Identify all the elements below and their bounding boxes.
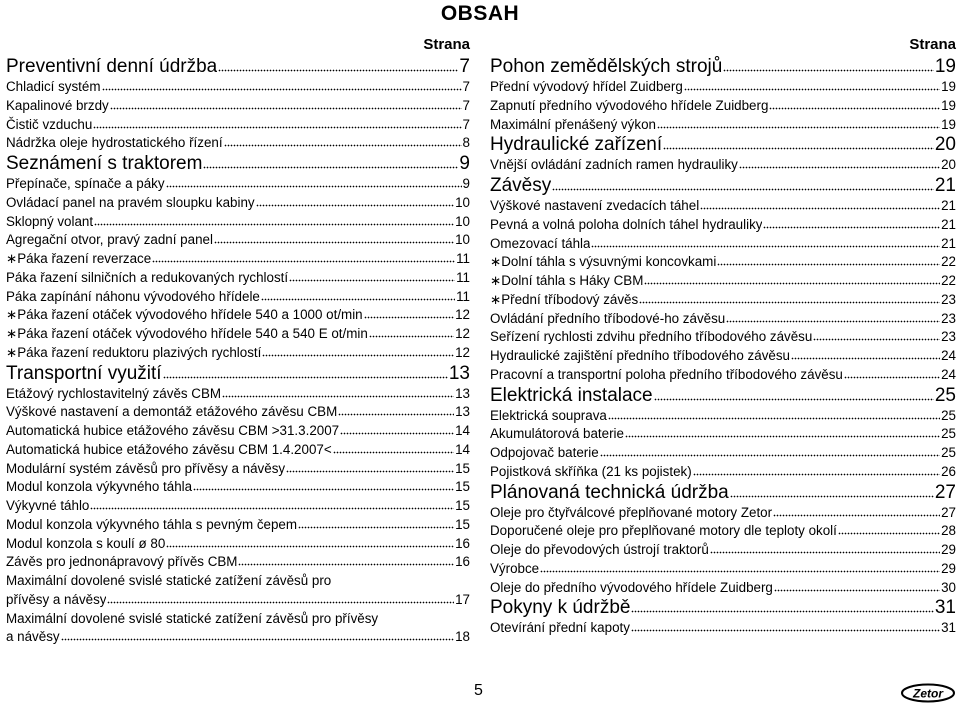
toc-entry-text: a návěsy: [6, 629, 60, 645]
toc-entry[interactable]: [6, 460, 470, 479]
dot-leader: [166, 185, 462, 188]
dot-leader: [61, 638, 454, 641]
toc-entry-text: Výškové nastavení a demontáž etážového závěsu CBM: [6, 404, 338, 420]
toc-page-number: 19: [941, 97, 956, 113]
toc-page-number: 19: [941, 116, 956, 132]
toc-page-number: 20: [934, 134, 956, 156]
toc-page-number: 29: [941, 542, 956, 557]
toc-entry-text: Zapnutí předního vývodového hřídele Zuidberg: [490, 97, 769, 113]
toc-page-number: 7: [459, 56, 470, 77]
toc-page-number: 9: [459, 153, 470, 174]
toc-page-number: 16: [455, 554, 470, 570]
toc-entry[interactable]: [6, 231, 470, 250]
toc-entry-text: Hydraulické zařízení: [490, 134, 663, 156]
dot-leader: [289, 279, 455, 282]
toc-page-number: 31: [934, 597, 956, 619]
toc-entry-text: Pojistková skříňka (21 ks pojistek): [490, 463, 692, 479]
toc-entry-text: Pohon zemědělských strojů: [490, 56, 723, 77]
toc-entry[interactable]: [490, 347, 956, 366]
toc-page-number: 25: [934, 384, 956, 406]
toc-entry-text: Páka řazení silničních a redukovaných rychlostí: [6, 269, 289, 285]
toc-page-number: 7: [462, 79, 470, 94]
toc-page-number: 21: [941, 198, 956, 213]
toc-entry[interactable]: [490, 407, 956, 426]
toc-page-number: 15: [455, 479, 470, 495]
toc-entry-text: Výškové nastavení zvedacích táhel: [490, 198, 700, 213]
toc-entry[interactable]: [490, 272, 956, 291]
toc-entry[interactable]: [6, 116, 470, 135]
toc-page-number: 14: [455, 423, 470, 438]
toc-page-number: 12: [455, 326, 470, 341]
dot-leader: [94, 223, 454, 226]
toc-page-number: 29: [941, 560, 956, 576]
toc-entry[interactable]: [6, 385, 470, 404]
toc-entry-text: Oleje do převodových ústrojí traktorů: [490, 542, 709, 557]
toc-entry-text: Preventivní denní údržba: [6, 56, 218, 77]
toc-entry-text: Elektrická instalace: [490, 384, 653, 406]
toc-entry-text: Ovládání předního tříbodové-ho závěsu: [490, 310, 726, 326]
dot-leader: [163, 376, 448, 379]
toc-entry-text: Pokyny k údržbě: [490, 597, 631, 619]
dot-leader: [238, 563, 454, 566]
toc-page-number: 12: [455, 307, 470, 323]
toc-entry[interactable]: [490, 328, 956, 347]
page-number: 5: [474, 682, 483, 699]
dot-leader: [203, 166, 458, 169]
dot-leader: [298, 526, 454, 529]
toc-entry-text: Seznámení s traktorem: [6, 153, 203, 174]
toc-entry[interactable]: [490, 522, 956, 541]
toc-entry-text: Modul konzola s koulí ø 80: [6, 535, 166, 551]
dot-leader: [654, 398, 934, 401]
toc-entry-text: Otevírání přední kapoty: [490, 620, 630, 636]
toc-entry[interactable]: [6, 269, 470, 288]
toc-entry-text: Akumulátorová baterie: [490, 426, 624, 442]
toc-page-number: 22: [941, 254, 956, 270]
toc-section-heading[interactable]: [6, 56, 470, 78]
dot-leader: [261, 298, 455, 301]
toc-page-number: 13: [455, 404, 470, 420]
toc-entry-text: ∗Přední tříbodový závěs: [490, 291, 639, 307]
dot-leader: [723, 69, 934, 72]
toc-page-number: 15: [455, 516, 470, 532]
toc-entry[interactable]: [490, 235, 956, 254]
dot-leader: [224, 144, 462, 147]
toc-entry-text: Pevná a volná poloha dolních táhel hydrauliky: [490, 216, 763, 232]
toc-page-number: 22: [941, 273, 956, 288]
dot-leader: [625, 435, 940, 438]
zetor-logo: [900, 683, 956, 703]
dot-leader: [540, 570, 940, 573]
zetor-logo-text: Zetor: [913, 686, 943, 701]
toc-section-heading[interactable]: [490, 482, 956, 504]
toc-entry[interactable]: [490, 366, 956, 385]
dot-leader: [110, 107, 462, 110]
toc-entry-text: ∗Dolní táhla s výsuvnými koncovkami: [490, 254, 717, 270]
toc-page-number: 7: [462, 97, 470, 113]
toc-page-number: 23: [941, 310, 956, 326]
toc-page-number: 24: [941, 348, 956, 363]
toc-entry-text: přívěsy a návěsy: [6, 591, 107, 607]
toc-section-heading[interactable]: [490, 56, 956, 78]
toc-page-number: 14: [455, 441, 470, 457]
toc-section-heading[interactable]: [6, 153, 470, 175]
toc-entry-text: Doporučené oleje pro přeplňované motory dle teploty okolí: [490, 523, 837, 539]
toc-entry-text: Maximální dovolené svislé statické zatížení závěsů pro: [6, 573, 332, 588]
toc-page-number: 21: [941, 235, 956, 251]
toc-entry-text: ∗Páka řazení reverzace: [6, 251, 152, 266]
toc-entry[interactable]: [490, 444, 956, 463]
toc-entry-text: Maximální přenášený výkon: [490, 116, 656, 132]
toc-section-heading[interactable]: [490, 175, 956, 197]
dot-leader: [340, 432, 454, 435]
toc-page-number: 15: [455, 498, 470, 513]
dot-leader: [791, 357, 940, 360]
dot-leader: [684, 88, 940, 91]
toc-section-heading[interactable]: [6, 363, 470, 385]
toc-entry[interactable]: [490, 541, 956, 560]
toc-entry[interactable]: [6, 422, 470, 441]
toc-entry[interactable]: [6, 516, 470, 535]
toc-entry[interactable]: [490, 619, 956, 638]
toc-entry[interactable]: [490, 78, 956, 97]
toc-right-column: [490, 36, 956, 638]
toc-entry-text: Pracovní a transportní poloha předního tříbodového závěsu: [490, 366, 843, 382]
toc-page-number: 20: [941, 157, 956, 173]
toc-entry-text: Maximální dovolené svislé statické zatížení závěsů pro přívěsy: [6, 610, 379, 626]
toc-page-number: 26: [941, 463, 956, 479]
toc-page-number: 28: [941, 523, 956, 539]
dot-leader: [700, 207, 940, 210]
toc-page-number: 23: [941, 329, 956, 345]
toc-entry-line: [6, 591, 470, 610]
toc-entry-text: Ovládací panel na pravém sloupku kabiny: [6, 194, 255, 210]
toc-entry[interactable]: [6, 344, 470, 363]
dot-leader: [631, 629, 940, 632]
toc-entry-text: Výkyvné táhlo: [6, 498, 90, 513]
toc-page-number: 10: [455, 194, 470, 210]
toc-entry[interactable]: [6, 572, 470, 610]
page-column-header: Strana: [909, 36, 956, 53]
toc-page-number: 27: [934, 481, 956, 503]
toc-entry-text: Sklopný volant: [6, 213, 94, 229]
dot-leader: [710, 551, 940, 554]
toc-page-number: 12: [455, 344, 470, 360]
dot-leader: [600, 454, 940, 457]
toc-page-number: 21: [941, 216, 956, 232]
toc-page-number: 11: [456, 269, 470, 285]
toc-entry[interactable]: [6, 325, 470, 344]
page-column-header: Strana: [423, 36, 470, 53]
toc-entry[interactable]: [6, 194, 470, 213]
toc-entry[interactable]: [490, 253, 956, 272]
toc-entry[interactable]: [6, 535, 470, 554]
toc-page-number: 10: [455, 213, 470, 229]
dot-leader: [338, 413, 454, 416]
dot-leader: [166, 545, 454, 548]
toc-entry-text: Seřízení rychlosti zdvihu předního tříbodového závěsu: [490, 329, 813, 345]
toc-entry[interactable]: [490, 425, 956, 444]
toc-page-number: 25: [941, 445, 956, 460]
toc-entry-text: Odpojovač baterie: [490, 445, 599, 460]
toc-entry-text: Elektrická souprava: [490, 407, 607, 423]
toc-page-number: 24: [941, 366, 956, 382]
toc-entry-text: Výrobce: [490, 560, 540, 576]
toc-page-number: 19: [941, 79, 956, 94]
toc-entry[interactable]: [6, 175, 470, 194]
toc-entry-text: Modul konzola výkyvného táhla: [6, 479, 193, 495]
toc-entry-text: ∗Páka řazení otáček vývodového hřídele 540 a 540 E ot/min: [6, 326, 368, 341]
toc-page-number: 17: [455, 591, 470, 607]
toc-entry[interactable]: [490, 504, 956, 523]
toc-page-number: 8: [462, 135, 470, 151]
toc-entry-text: ∗Páka řazení otáček vývodového hřídele 540 a 1000 ot/min: [6, 307, 363, 323]
dot-leader: [152, 260, 455, 263]
toc-entry[interactable]: [6, 78, 470, 97]
toc-entry[interactable]: [490, 116, 956, 135]
dot-leader: [639, 301, 940, 304]
toc-entry-text: Modul konzola výkyvného táhla s pevným čepem: [6, 516, 298, 532]
toc-entry[interactable]: [490, 197, 956, 216]
toc-page-number: 25: [941, 407, 956, 423]
dot-leader: [256, 204, 454, 207]
toc-entry-text: Čistič vzduchu: [6, 116, 93, 132]
dot-leader: [693, 473, 940, 476]
toc-page-number: 16: [455, 535, 470, 551]
toc-list: [490, 56, 956, 638]
toc-page-number: 25: [941, 426, 956, 442]
toc-entry-text: Přední vývodový hřídel Zuidberg: [490, 79, 683, 94]
dot-leader: [214, 241, 454, 244]
toc-entry-text: Etážový rychlostavitelný závěs CBM: [6, 385, 222, 401]
toc-entry[interactable]: [6, 403, 470, 422]
toc-section-heading[interactable]: [490, 134, 956, 156]
toc-entry[interactable]: [6, 288, 470, 307]
dot-leader: [286, 470, 454, 473]
dot-leader: [218, 69, 458, 72]
dot-leader: [364, 316, 454, 319]
toc-page-number: 7: [462, 116, 470, 132]
toc-entry[interactable]: [6, 213, 470, 232]
dot-leader: [763, 226, 940, 229]
toc-entry-text: Nádržka oleje hydrostatického řízení: [6, 135, 223, 151]
toc-entry-text: ∗Páka řazení reduktoru plazivých rychlostí: [6, 344, 262, 360]
dot-leader: [644, 282, 940, 285]
toc-page-number: 10: [455, 232, 470, 248]
dot-leader: [107, 601, 454, 604]
toc-entry[interactable]: [490, 310, 956, 329]
toc-entry[interactable]: [490, 97, 956, 116]
toc-entry-text: Modulární systém závěsů pro přívěsy a návěsy: [6, 460, 286, 476]
dot-leader: [591, 245, 940, 248]
toc-entry[interactable]: [6, 134, 470, 153]
dot-leader: [726, 320, 940, 323]
toc-entry-line: [6, 628, 470, 647]
toc-page-number: 21: [934, 175, 956, 196]
dot-leader: [93, 126, 461, 129]
toc-entry[interactable]: [490, 156, 956, 175]
dot-leader: [717, 263, 940, 266]
toc-section-heading[interactable]: [490, 385, 956, 407]
dot-leader: [102, 88, 462, 91]
toc-entry[interactable]: [6, 610, 470, 648]
toc-entry-text: Vnější ovládání zadních ramen hydrauliky: [490, 157, 738, 173]
dot-leader: [813, 338, 940, 341]
dot-leader: [739, 166, 940, 169]
toc-page-number: 30: [941, 579, 956, 595]
toc-page-number: 9: [462, 176, 470, 191]
toc-entry-text: Závěs pro jednonápravový přívěs CBM: [6, 554, 238, 570]
toc-entry[interactable]: [6, 441, 470, 460]
toc-entry-text: Oleje do předního vývodového hřídele Zuidberg: [490, 579, 773, 595]
toc-entry-text: Automatická hubice etážového závěsu CBM 1.4.2007<: [6, 441, 332, 457]
dot-leader: [844, 376, 940, 379]
toc-page-number: 27: [941, 504, 956, 520]
dot-leader: [631, 610, 933, 613]
dot-leader: [222, 395, 454, 398]
toc-page-number: 19: [934, 56, 956, 77]
toc-page-number: 11: [456, 288, 470, 304]
dot-leader: [657, 126, 940, 129]
dot-leader: [774, 589, 940, 592]
dot-leader: [773, 514, 940, 517]
toc-entry-text: ∗Dolní táhla s Háky CBM: [490, 273, 644, 288]
toc-entry-text: Omezovací táhla: [490, 235, 591, 251]
toc-entry-text: Transportní využití: [6, 362, 162, 384]
toc-entry[interactable]: [6, 497, 470, 516]
dot-leader: [838, 532, 940, 535]
dot-leader: [333, 451, 454, 454]
toc-entry-text: Závěsy: [490, 175, 552, 196]
toc-entry[interactable]: [6, 478, 470, 497]
toc-entry-text: Kapalinové brzdy: [6, 97, 109, 113]
toc-entry[interactable]: [490, 579, 956, 598]
toc-entry[interactable]: [490, 463, 956, 482]
dot-leader: [193, 488, 454, 491]
toc-entry-text: Přepínače, spínače a páky: [6, 176, 165, 191]
dot-leader: [608, 417, 940, 420]
toc-entry-text: Oleje pro čtyřválcové přeplňované motory Zetor: [490, 504, 773, 520]
toc-entry-text: Chladicí systém: [6, 79, 101, 94]
toc-entry[interactable]: [6, 97, 470, 116]
toc-entry[interactable]: [6, 250, 470, 269]
toc-entry[interactable]: [490, 216, 956, 235]
toc-left-column: [6, 36, 470, 647]
dot-leader: [552, 188, 934, 191]
dot-leader: [769, 107, 940, 110]
toc-entry[interactable]: [6, 306, 470, 325]
dot-leader: [90, 507, 454, 510]
dot-leader: [262, 354, 454, 357]
toc-list: [6, 56, 470, 647]
page-title: OBSAH: [440, 2, 520, 25]
toc-page-number: 31: [941, 620, 956, 636]
toc-entry-text: Páka zapínání náhonu vývodového hřídele: [6, 288, 260, 304]
dot-leader: [663, 147, 934, 150]
toc-entry[interactable]: [490, 560, 956, 579]
toc-page-number: 13: [455, 385, 470, 401]
toc-entry-text: Hydraulické zajištění předního tříbodového závěsu: [490, 348, 790, 363]
toc-entry-text: Agregační otvor, pravý zadní panel: [6, 232, 213, 248]
toc-entry-text: Plánovaná technická údržba: [490, 481, 729, 503]
toc-entry-text: Automatická hubice etážového závěsu CBM >31.3.2007: [6, 423, 340, 438]
toc-page-number: 11: [456, 251, 470, 266]
dot-leader: [730, 495, 934, 498]
toc-section-heading[interactable]: [490, 597, 956, 619]
toc-entry[interactable]: [490, 291, 956, 310]
toc-page-number: 18: [455, 629, 470, 645]
toc-page-number: 23: [941, 291, 956, 307]
toc-page-number: 13: [448, 362, 470, 384]
toc-page-number: 15: [455, 460, 470, 476]
dot-leader: [369, 335, 454, 338]
toc-entry[interactable]: [6, 553, 470, 572]
